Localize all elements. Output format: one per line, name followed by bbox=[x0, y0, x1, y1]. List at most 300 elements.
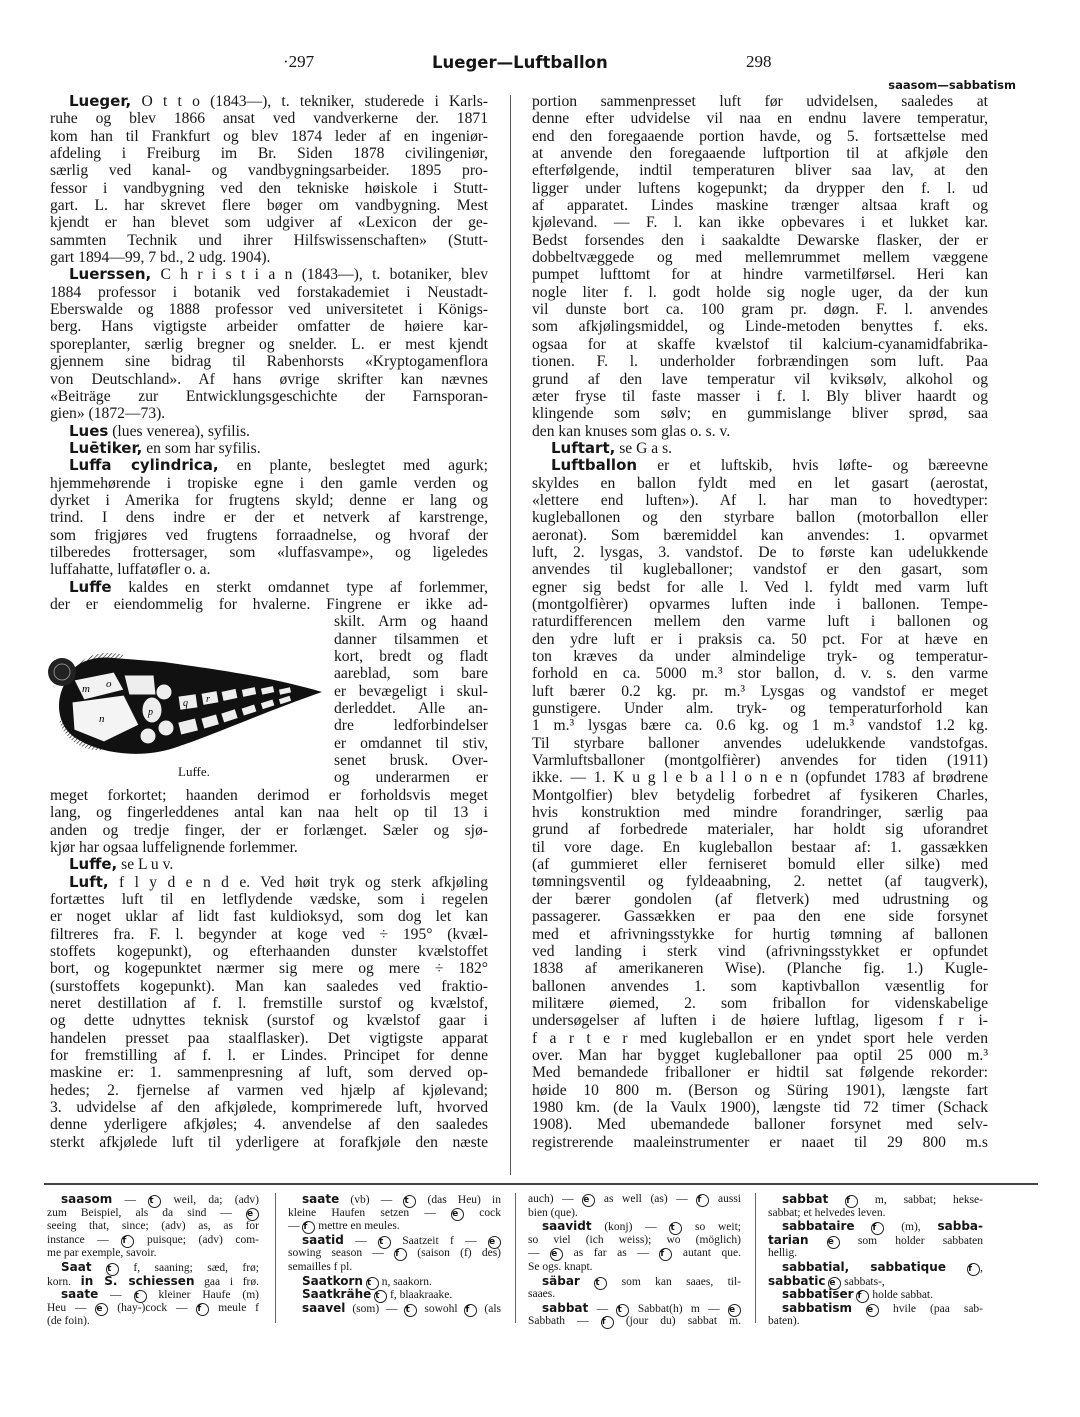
entry-text: (lues venerea), syfilis. bbox=[108, 422, 250, 440]
entry-text: fessor i vandbygning ved den tekniske høiskole i Stutt- bbox=[50, 179, 488, 197]
right-column-line bbox=[532, 371, 988, 388]
entry-text: særlig ved kanal- og vandbygningsarbeider. 1895 pro- bbox=[50, 162, 488, 180]
right-column-line bbox=[532, 717, 988, 734]
right-column-line bbox=[532, 700, 988, 717]
entry-text: gaa i frø. bbox=[194, 1275, 259, 1288]
left-column-line bbox=[50, 180, 488, 197]
entry-text: O t t o (1843—), t. tekniker, studerede i Karls- bbox=[131, 93, 488, 110]
headword: Luffe bbox=[69, 577, 112, 596]
left-column-line bbox=[50, 943, 488, 960]
headword: Luffe, bbox=[69, 855, 118, 874]
svg-text:o: o bbox=[106, 678, 112, 690]
glossary-entry-start bbox=[288, 1288, 501, 1302]
svg-text:n: n bbox=[99, 713, 105, 725]
glossary-entry-start bbox=[768, 1261, 983, 1275]
english-marker-icon: e bbox=[827, 1236, 840, 1249]
left-column-line bbox=[50, 388, 488, 405]
left-column-line bbox=[50, 128, 488, 145]
left-column-line bbox=[50, 839, 488, 856]
figure-wrap-line: og underarmen er bbox=[334, 769, 488, 787]
right-column-line bbox=[532, 249, 988, 266]
page-number-right: 298 bbox=[746, 52, 772, 71]
right-column-line bbox=[532, 162, 988, 179]
glossary-line bbox=[47, 1315, 259, 1329]
headword: saavel bbox=[302, 1300, 346, 1315]
headword: Luft, bbox=[69, 872, 109, 891]
right-column-line bbox=[532, 1012, 988, 1029]
entry-text: som afkjølingsmiddel, og Linde-metoden benyttes f. eks. bbox=[532, 318, 988, 336]
entry-text: sabbat; et helvedes leven. bbox=[768, 1206, 886, 1219]
left-column-line bbox=[50, 908, 488, 925]
entry-text: som frigjøres ved frugtens forraadnelse, og hvoraf der bbox=[50, 526, 488, 544]
entry-text: gien» (1872—73). bbox=[50, 405, 166, 423]
entry-text: tømningsventil og fyldeaabning, 2. nettet (af taugverk), bbox=[532, 873, 988, 891]
glossary-line bbox=[47, 1302, 259, 1316]
entry-text: anden og tredje finger, der er forlænget. Sæler og sjø- bbox=[50, 821, 488, 839]
right-column-line bbox=[532, 492, 988, 509]
entry-text: Sabbath — f (jour du) sabbat m. bbox=[528, 1315, 741, 1328]
entry-text: kaldes en sterkt omdannet type af forlemmer, bbox=[111, 578, 488, 596]
entry-text: lang, og fingerleddenes antal kan naa helt op til 13 i bbox=[50, 804, 488, 822]
right-column-line bbox=[532, 995, 988, 1012]
entry-text: handelen presset paa staalflasker). Det vigtigste apparat bbox=[50, 1029, 488, 1047]
svg-text:p: p bbox=[148, 707, 153, 718]
glossary-line bbox=[288, 1261, 501, 1275]
entry-text: fortættes luft til en letflydende vædske, som i regelen bbox=[50, 890, 488, 908]
page-title: Lueger—Luftballon bbox=[432, 53, 608, 72]
entry-text: kugleballonen og den styrbare ballon (motorballon eller bbox=[532, 509, 988, 527]
glossary-line bbox=[528, 1247, 741, 1261]
glossary-entry-start bbox=[288, 1302, 501, 1316]
headword: Luētiker, bbox=[69, 438, 143, 457]
right-column-entry-start bbox=[532, 457, 988, 474]
right-column-line bbox=[532, 960, 988, 977]
right-column-line bbox=[532, 110, 988, 127]
left-column-line bbox=[50, 249, 488, 266]
left-column-line bbox=[50, 110, 488, 127]
entry-text: der bærer gondolen (af fletverk) med udrustning og bbox=[532, 890, 988, 908]
entry-text: von Deutschland». Af hans øvrige skrifter kan nævnes bbox=[50, 370, 488, 388]
entry-text: luffahatte, luffatøfler o. a. bbox=[50, 561, 211, 579]
left-column-line bbox=[50, 527, 488, 544]
figure-wrap-line: aareblad, som bare bbox=[334, 665, 488, 683]
left-column bbox=[50, 93, 488, 1151]
entry-text: sammten Technik und ihrer Hilfswissenschaften» (Stutt- bbox=[50, 231, 488, 249]
figure-wrap-line: kort, bredt og fladt bbox=[334, 648, 488, 665]
left-column-entry-start bbox=[50, 874, 488, 891]
right-column-line bbox=[532, 561, 988, 578]
entry-text: dyrket i Amerika for frugtens skyld; denne er lang og bbox=[50, 491, 488, 509]
glossary-line bbox=[768, 1247, 983, 1261]
right-column-line bbox=[532, 579, 988, 596]
right-column-line bbox=[532, 475, 988, 492]
french-marker-icon: f bbox=[464, 1304, 477, 1317]
entry-text: æter fryse til faste masser i f. l. Bly bliver haardt og bbox=[532, 387, 988, 405]
headword: saate bbox=[302, 1192, 340, 1206]
right-column-line bbox=[532, 388, 988, 405]
headword: Lues bbox=[69, 421, 109, 440]
entry-text: saaes. bbox=[528, 1288, 556, 1301]
right-column-line bbox=[532, 301, 988, 318]
right-column-line bbox=[532, 1134, 988, 1151]
entry-text: f a r t e r med kugleballon er en yndet sport hele verden bbox=[532, 1029, 988, 1047]
german-marker-icon: t bbox=[404, 1304, 417, 1317]
left-column-line bbox=[50, 1134, 488, 1151]
entry-text: anvendes til kugleballoner; vandstof er den gasart, som bbox=[532, 561, 988, 579]
right-column-line bbox=[532, 908, 988, 925]
entry-text: af apparatet. Lindes maskine trænger altsaa kraft og bbox=[532, 197, 988, 215]
german-marker-icon: t bbox=[403, 1195, 416, 1208]
glossary-entry-start bbox=[47, 1193, 259, 1207]
glossary-entry-start bbox=[288, 1234, 501, 1248]
left-column-line bbox=[50, 1116, 488, 1133]
right-column-line bbox=[532, 752, 988, 769]
entry-text: for fremstilling af f. l. er Lindes. Principet for denne bbox=[50, 1046, 488, 1064]
entry-text: Til styrbare balloner anvendes udelukkende vandstofgas. bbox=[532, 734, 988, 752]
entry-text: gart. L. har skrevet flere bøger om vandbygning. Mest bbox=[50, 197, 488, 215]
entry-text: so viel (ich weiss); wo (möglich) bbox=[528, 1233, 741, 1246]
entry-text: e hvile (paa sab- bbox=[867, 1302, 983, 1315]
entry-text: klingende som sølv; en gummislange bliver sprød, saa bbox=[532, 405, 988, 423]
entry-text: nogle liter f. l. godt holde sig nogle uger, da der kun bbox=[532, 283, 988, 301]
entry-text: passagerer. Gassækken er paa den ene side forsynet bbox=[532, 908, 988, 926]
right-column bbox=[532, 93, 988, 1151]
entry-text: forhold en ca. 5000 m.³ stor ballon, d. v. s. den varme bbox=[532, 665, 988, 683]
left-column-line bbox=[50, 492, 488, 509]
entry-text: høide 10 800 m. (Berson og Süring 1901), længste fart bbox=[532, 1081, 988, 1099]
entry-text: (de foin). bbox=[47, 1315, 90, 1328]
left-column-line bbox=[50, 301, 488, 318]
german-marker-icon: t bbox=[669, 1222, 682, 1235]
right-column-line bbox=[532, 318, 988, 335]
entry-text: — f mettre en meules. bbox=[288, 1220, 400, 1233]
glossary-line bbox=[528, 1261, 741, 1275]
left-column-line bbox=[50, 1030, 488, 1047]
glossary-line bbox=[47, 1275, 259, 1289]
left-column-text-top bbox=[50, 93, 488, 613]
french-marker-icon: f bbox=[302, 1221, 315, 1234]
right-column-line bbox=[532, 1082, 988, 1099]
english-marker-icon: e bbox=[728, 1304, 741, 1317]
left-column-entry-start bbox=[50, 440, 488, 457]
glossary-divider bbox=[515, 1193, 516, 1323]
entry-text: en plante, beslegtet med agurk; bbox=[218, 457, 488, 475]
left-column-line bbox=[50, 822, 488, 839]
glossary-entry-start bbox=[768, 1275, 983, 1289]
figure-wrap-line: derleddet. Alle an- bbox=[334, 700, 488, 718]
entry-text: vil dunste bort ca. 100 gram pr. døgn. F. l. anvendes bbox=[532, 301, 988, 319]
right-column-line bbox=[532, 596, 988, 613]
glossary-divider bbox=[275, 1193, 276, 1323]
entry-text: grund af den lave temperatur vil kviksølv, alkohol og bbox=[532, 370, 988, 388]
headword: sabbataire bbox=[782, 1219, 855, 1234]
entry-text: f l y d e n d e. Ved høit tryk og sterk afkjøling bbox=[108, 873, 488, 891]
entry-text: gart 1894—99, 7 bd., 2 udg. 1904). bbox=[50, 249, 271, 267]
glossary-line bbox=[528, 1315, 741, 1329]
figure-wrap-line: senet brusk. Over- bbox=[334, 752, 488, 770]
entry-text: kleine Haufen setzen — e cock bbox=[288, 1206, 501, 1219]
glossary-entry-start bbox=[288, 1275, 501, 1289]
left-column-line bbox=[50, 1047, 488, 1064]
entry-text: (af gummieret eller ferniseret bomuld eller silke) med bbox=[532, 856, 988, 874]
entry-text: filtreres fra. F. l. begynder at koge ved ÷ 195° (kvæl- bbox=[50, 925, 488, 943]
entry-text: «lettere end luften»). Af l. har man to hovedtyper: bbox=[532, 491, 988, 509]
headword: säbar bbox=[542, 1273, 580, 1288]
entry-text: t som kan saaes, til- bbox=[595, 1275, 742, 1288]
glossary-line bbox=[768, 1207, 983, 1221]
left-column-line bbox=[50, 214, 488, 231]
glossary-column-3 bbox=[528, 1193, 741, 1329]
right-column-line bbox=[532, 232, 988, 249]
entry-text: f (m), bbox=[872, 1221, 938, 1234]
entry-text: (som) — t sowohl f (als bbox=[345, 1302, 501, 1315]
entry-text: skyldes en ballon fyldt med en let gasart (aerostat, bbox=[532, 474, 988, 492]
entry-text: e sabbats-, bbox=[829, 1275, 885, 1288]
figure-label-m: m bbox=[82, 683, 90, 695]
figure-wrap-line: er bevægeligt i skul- bbox=[334, 682, 488, 700]
left-column-line bbox=[50, 995, 488, 1012]
right-column-entry-start bbox=[532, 440, 988, 457]
right-column-line bbox=[532, 683, 988, 700]
glossary-entry-start bbox=[768, 1193, 983, 1207]
headword: tarian bbox=[768, 1232, 809, 1247]
footer-rule bbox=[44, 1183, 1038, 1185]
entry-text: gunstigere. Under alm. tryk- og temperaturforhold kan bbox=[532, 700, 988, 718]
headword: Lueger, bbox=[69, 92, 132, 110]
right-column-line bbox=[532, 978, 988, 995]
glossary-line bbox=[288, 1207, 501, 1221]
entry-text: korn. bbox=[47, 1275, 81, 1288]
glossary-range: saasom—sabbatism bbox=[888, 78, 1016, 92]
entry-text: kom han til Frankfurt og blev 1874 leder af en ingeniør- bbox=[50, 127, 488, 145]
english-marker-icon: e bbox=[95, 1303, 108, 1316]
right-column-line bbox=[532, 93, 988, 110]
entry-text: den kan knuses som glas o. s. v. bbox=[532, 422, 731, 440]
right-column-line bbox=[532, 423, 988, 440]
entry-text: ligger under luftens kogepunkt; da drypper den f. l. ud bbox=[532, 179, 988, 197]
right-column-line bbox=[532, 735, 988, 752]
left-column-line bbox=[50, 284, 488, 301]
figure-wrap-line: dre ledforbindelser bbox=[334, 717, 488, 735]
glossary-entry-start bbox=[288, 1193, 501, 1207]
glossary-line bbox=[288, 1220, 501, 1234]
entry-text: (vb) — t (das Heu) in bbox=[339, 1194, 501, 1206]
entry-text: over. Man har bygget kugleballoner paa optil 25 000 m.³ bbox=[532, 1046, 988, 1064]
entry-text: hvis konstruktion med mindre forandringer, særlig paa bbox=[532, 804, 988, 822]
french-marker-icon: f bbox=[121, 1235, 134, 1248]
headword: sabba- bbox=[937, 1219, 983, 1234]
german-marker-icon: t bbox=[106, 1263, 119, 1276]
entry-text: kjølevand. — F. l. kan ikke opbevares i et lukket kar. bbox=[532, 214, 988, 232]
page-number-left: ·297 bbox=[283, 52, 315, 71]
entry-text: 1884 professor i botanik ved forstakademiet i Neustadt- bbox=[50, 283, 488, 301]
entry-text: (konj) — t so weit; bbox=[591, 1221, 741, 1234]
entry-text: Eberswalde og 1888 professor ved universitetet i Königs- bbox=[50, 301, 488, 319]
entry-text: kjendt er han blevet som udgiver af «Lexicon der ge- bbox=[50, 214, 488, 232]
glossary-entry-start bbox=[528, 1275, 741, 1289]
left-column-line bbox=[50, 1064, 488, 1081]
left-column-text-bottom bbox=[50, 787, 488, 1151]
french-marker-icon: f bbox=[196, 1303, 209, 1316]
entry-text: kjør har ogsaa luffelignende forlemmer. bbox=[50, 838, 298, 856]
left-column-line bbox=[50, 405, 488, 422]
right-column-line bbox=[532, 821, 988, 838]
entry-text: se L u v. bbox=[117, 856, 174, 874]
glossary-entry-start bbox=[528, 1302, 741, 1316]
left-column-line bbox=[50, 353, 488, 370]
german-marker-icon: t bbox=[594, 1277, 607, 1290]
entry-text: ballonen anvendes 1. som kaptivballon væsentlig for bbox=[532, 977, 988, 995]
entry-text: aeronat). Som bæremiddel kan anvendes: 1. opvarmet bbox=[532, 526, 988, 544]
entry-text: en som har syfilis. bbox=[142, 439, 261, 457]
entry-text: den ydre luft er i praksis ca. 50 pct. For at hæve en bbox=[532, 630, 988, 648]
left-column-line bbox=[50, 318, 488, 335]
english-marker-icon: e bbox=[488, 1236, 501, 1249]
left-column-line bbox=[50, 1099, 488, 1116]
entry-text: t f, blaakraake. bbox=[375, 1289, 453, 1302]
headword: saavidt bbox=[542, 1219, 592, 1234]
entry-text: 1838 af amerikaneren Wise). (Planche fig. 1.) Kugle- bbox=[532, 960, 988, 978]
entry-text: f m, sabbat; hekse- bbox=[846, 1194, 983, 1206]
entry-text: og dette udnyttes teknisk (surstof og kvælstof gaar i bbox=[50, 1012, 488, 1030]
entry-text: Varmluftsballoner (montgolfièrer) anvendes for tiden (1911) bbox=[532, 752, 988, 770]
entry-text: afdeling i Freiburg im Br. Siden 1878 civilingeniør, bbox=[50, 145, 488, 163]
right-column-line bbox=[532, 266, 988, 283]
right-column-line bbox=[532, 197, 988, 214]
entry-text: undersøgelser af luften i de høiere luftlag, ligesom f r i- bbox=[532, 1012, 988, 1030]
entry-text: Med bemandede friballoner er hidtil sat følgende rekorder: bbox=[532, 1064, 988, 1082]
left-column-line bbox=[50, 232, 488, 249]
figure-wrap-line: skilt. Arm og haand bbox=[334, 613, 488, 631]
right-column-line bbox=[532, 648, 988, 665]
headword: Saatkorn bbox=[302, 1273, 363, 1288]
glossary-entry-start bbox=[768, 1220, 983, 1234]
left-column-entry-start bbox=[50, 93, 488, 110]
right-column-line bbox=[532, 1116, 988, 1133]
glossary-divider bbox=[755, 1193, 756, 1323]
left-column-line bbox=[50, 162, 488, 179]
english-marker-icon: e bbox=[828, 1277, 841, 1290]
glossary-entry-start bbox=[47, 1261, 259, 1275]
entry-text: t n, saakorn. bbox=[366, 1275, 432, 1288]
glossary-line bbox=[47, 1207, 259, 1221]
entry-text: portion sammenpresset luft før udvidelsen, saaledes at bbox=[532, 93, 988, 110]
entry-text: sporeplanter, særlig bregner og snelder. L. er mest kjendt bbox=[50, 335, 488, 353]
left-column-line bbox=[50, 475, 488, 492]
entry-text: hedes; 2. fjernelse af varmen ved hjælp af kjølevand; bbox=[50, 1081, 488, 1099]
right-column-line bbox=[532, 839, 988, 856]
entry-text: 3. udvidelse af den afkjølede, komprimerede luft, hvorved bbox=[50, 1099, 488, 1116]
glossary-line bbox=[528, 1288, 741, 1302]
entry-text: f , bbox=[968, 1261, 983, 1274]
right-column-line bbox=[532, 665, 988, 682]
entry-text: bort, og kogepunktet nærmer sig mere og mere ÷ 182° bbox=[50, 960, 488, 978]
entry-text: bien (que). bbox=[528, 1206, 578, 1219]
svg-text:r: r bbox=[206, 694, 210, 705]
entry-text: — t Saatzeit f — e bbox=[344, 1235, 501, 1247]
entry-text: meget forkortet; haanden derimod er forholdsvis meget bbox=[50, 786, 488, 804]
entry-text: — t weil, da; (adv) bbox=[112, 1194, 259, 1206]
left-column-line bbox=[50, 336, 488, 353]
entry-text: tionen. F. l. underholder forbrændingen som luft. Paa bbox=[532, 353, 988, 371]
right-column-line bbox=[532, 1099, 988, 1116]
left-column-entry-start bbox=[50, 457, 488, 474]
right-column-line bbox=[532, 856, 988, 873]
entry-text: pumpet lufttomt for at hindre varmetilførsel. Heri kan bbox=[532, 266, 988, 284]
glossary-column-4 bbox=[768, 1193, 983, 1329]
entry-text: me par exemple, savoir. bbox=[47, 1247, 157, 1260]
entry-text: Montgolfier) blev betydelig forbedret af fysikeren Charles, bbox=[532, 786, 988, 804]
english-marker-icon: e bbox=[246, 1208, 259, 1221]
headword: Saat bbox=[61, 1259, 92, 1274]
glossary-column-1 bbox=[47, 1193, 259, 1329]
headword: saatid bbox=[302, 1232, 344, 1247]
entry-text: hjemmehørende i tropiske egne i den gamle verden og bbox=[50, 474, 488, 492]
entry-text: gjennem sine bidrag til Rabenhorsts «Kryptogamenflora bbox=[50, 353, 488, 371]
right-column-line bbox=[532, 1030, 988, 1047]
left-column-line bbox=[50, 804, 488, 821]
right-column-line bbox=[532, 353, 988, 370]
left-column-line bbox=[50, 596, 488, 613]
glossary-entry-start bbox=[47, 1288, 259, 1302]
entry-text: «Beiträge zur Entwicklungsgeschichte der Farnsporan- bbox=[50, 387, 488, 405]
right-column-line bbox=[532, 214, 988, 231]
entry-text: tilberedes frottersager, som «luffasvampe», og ligeledes bbox=[50, 543, 488, 561]
english-marker-icon: e bbox=[550, 1248, 563, 1261]
right-column-line bbox=[532, 1064, 988, 1081]
glossary-line bbox=[288, 1247, 501, 1261]
right-column-line bbox=[532, 769, 988, 786]
right-column-line bbox=[532, 943, 988, 960]
entry-text: 1908). Med ubemandede balloner forsynet med selv- bbox=[532, 1116, 988, 1134]
left-column-entry-start bbox=[50, 266, 488, 283]
german-marker-icon: t bbox=[134, 1290, 147, 1303]
entry-text: 1980 km. (de la Vaulx 1900), længste tid 72 timer (Schack bbox=[532, 1098, 988, 1116]
left-column-line bbox=[50, 197, 488, 214]
headword: sabbatism bbox=[782, 1300, 853, 1315]
glossary-line bbox=[528, 1207, 741, 1221]
english-marker-icon: e bbox=[582, 1194, 595, 1207]
right-column-line bbox=[532, 873, 988, 890]
entry-text: grund af forbedrede materialer, har holdt sig uforandret bbox=[532, 821, 988, 839]
entry-text: f holde sabbat. bbox=[857, 1289, 934, 1302]
entry-text: instance — f puisque; (adv) com- bbox=[47, 1233, 259, 1246]
left-column-line bbox=[50, 544, 488, 561]
right-column-line bbox=[532, 145, 988, 162]
glossary-line bbox=[47, 1220, 259, 1234]
left-column-entry-start bbox=[50, 423, 488, 440]
entry-text: ogsaa for at skaffe kvælstof til kalcium-cyanamidfabrika- bbox=[532, 335, 988, 353]
entry-text: — t Sabbat(h) m — e bbox=[588, 1303, 741, 1315]
german-marker-icon: t bbox=[374, 1290, 387, 1303]
headword: Luffa cylindrica, bbox=[69, 456, 219, 475]
right-column-line bbox=[532, 527, 988, 544]
glossary-entry-start bbox=[768, 1302, 983, 1316]
left-column-line bbox=[50, 960, 488, 977]
entry-text: ruhe og blev 1866 ansat ved vandverkerne der. 1871 bbox=[50, 110, 488, 128]
right-column-line bbox=[532, 787, 988, 804]
headword: sabbat bbox=[782, 1192, 829, 1206]
entry-text: til vore dage. En kugleballon bestaar af: 1. gassækken bbox=[532, 838, 988, 856]
german-marker-icon: t bbox=[378, 1236, 391, 1249]
right-column-line bbox=[532, 509, 988, 526]
entry-text: egner sig bedst for alle l. Ved l. fyldt med varm luft bbox=[532, 578, 988, 596]
right-column-line bbox=[532, 180, 988, 197]
entry-text: end den foregaaende portion havde, og 5. fortsættelse med bbox=[532, 127, 988, 145]
entry-text: ton kræves da under almindelige tryk- og temperatur- bbox=[532, 648, 988, 665]
french-marker-icon: f bbox=[696, 1194, 709, 1207]
glossary-column-2 bbox=[288, 1193, 501, 1315]
